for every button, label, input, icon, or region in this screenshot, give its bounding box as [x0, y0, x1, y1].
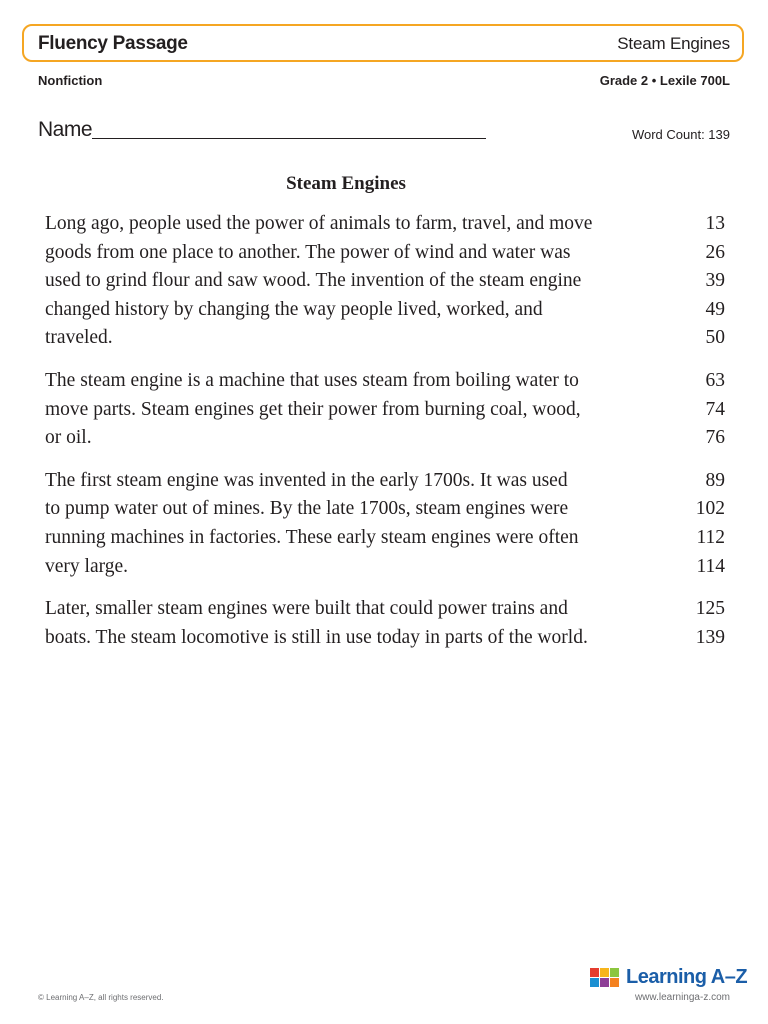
cumulative-word-count: 114	[696, 555, 725, 577]
name-write-line[interactable]	[92, 138, 486, 139]
logo-url: www.learninga-z.com	[634, 992, 730, 1003]
passage-line	[45, 296, 725, 325]
passage-body	[45, 210, 725, 666]
passage-line-text: goods from one place to another. The power of wind and water was	[45, 241, 571, 263]
name-field[interactable]	[38, 118, 488, 144]
passage-line	[45, 553, 725, 582]
copyright-notice: © Learning A–Z, all rights reserved.	[38, 993, 164, 1002]
grade-lexile-label: Grade 2 • Lexile 700L	[599, 73, 730, 88]
cumulative-word-count: 13	[705, 213, 725, 234]
name-label: Name	[38, 118, 93, 141]
learning-az-logo	[590, 966, 748, 1006]
passage-line-text: changed history by changing the way people lived, worked, and	[45, 298, 543, 320]
cumulative-word-count: 50	[705, 327, 725, 349]
cumulative-word-count: 26	[705, 241, 725, 263]
logo-text: Learning A–Z	[626, 966, 748, 988]
passage-line	[45, 467, 725, 496]
passage-line	[45, 324, 725, 353]
passage-line	[45, 239, 725, 268]
passage-paragraph	[45, 210, 725, 353]
cumulative-word-count: 102	[695, 498, 725, 520]
passage-line	[45, 524, 725, 553]
passage-line	[45, 210, 725, 239]
cumulative-word-count: 125	[695, 598, 725, 620]
passage-line-text: The steam engine is a machine that uses steam from boiling water to	[45, 369, 579, 391]
passage-line	[45, 367, 725, 396]
passage-line	[45, 495, 725, 524]
passage-line-text: Long ago, people used the power of animals to farm, travel, and move	[45, 213, 593, 234]
passage-line-text: boats. The steam locomotive is still in use today in parts of the world.	[45, 626, 588, 648]
cumulative-word-count: 39	[705, 270, 725, 292]
passage-title: Steam Engines	[286, 173, 406, 194]
passage-line-text: traveled.	[45, 327, 113, 349]
passage-paragraph	[45, 595, 725, 652]
passage-line	[45, 624, 725, 653]
word-count: Word Count: 139	[631, 127, 730, 142]
cumulative-word-count: 89	[705, 469, 725, 491]
worksheet-type-title: Fluency Passage	[38, 33, 188, 54]
cumulative-word-count: 139	[695, 626, 725, 648]
passage-topic: Steam Engines	[617, 34, 730, 53]
passage-line	[45, 267, 725, 296]
genre-label: Nonfiction	[38, 73, 103, 88]
passage-line-text: to pump water out of mines. By the late 1700s, steam engines were	[45, 498, 569, 520]
passage-line-text: very large.	[45, 555, 129, 577]
passage-paragraph	[45, 367, 725, 453]
puzzle-blocks-icon	[590, 968, 620, 990]
cumulative-word-count: 63	[705, 369, 725, 391]
passage-line	[45, 424, 725, 453]
cumulative-word-count: 74	[705, 398, 725, 420]
cumulative-word-count: 76	[705, 427, 725, 449]
passage-line-text: The first steam engine was invented in the early 1700s. It was used	[45, 469, 568, 491]
passage-line-text: Later, smaller steam engines were built that could power trains and	[45, 598, 568, 620]
passage-line	[45, 595, 725, 624]
passage-line-text: or oil.	[45, 427, 92, 449]
cumulative-word-count: 112	[696, 526, 725, 548]
passage-paragraph	[45, 467, 725, 581]
passage-line-text: running machines in factories. These early steam engines were often	[45, 526, 579, 548]
passage-line-text: move parts. Steam engines get their power from burning coal, wood,	[45, 398, 581, 420]
cumulative-word-count: 49	[705, 298, 725, 320]
passage-line-text: used to grind flour and saw wood. The invention of the steam engine	[45, 270, 582, 292]
passage-line	[45, 396, 725, 425]
header-box	[22, 24, 744, 62]
